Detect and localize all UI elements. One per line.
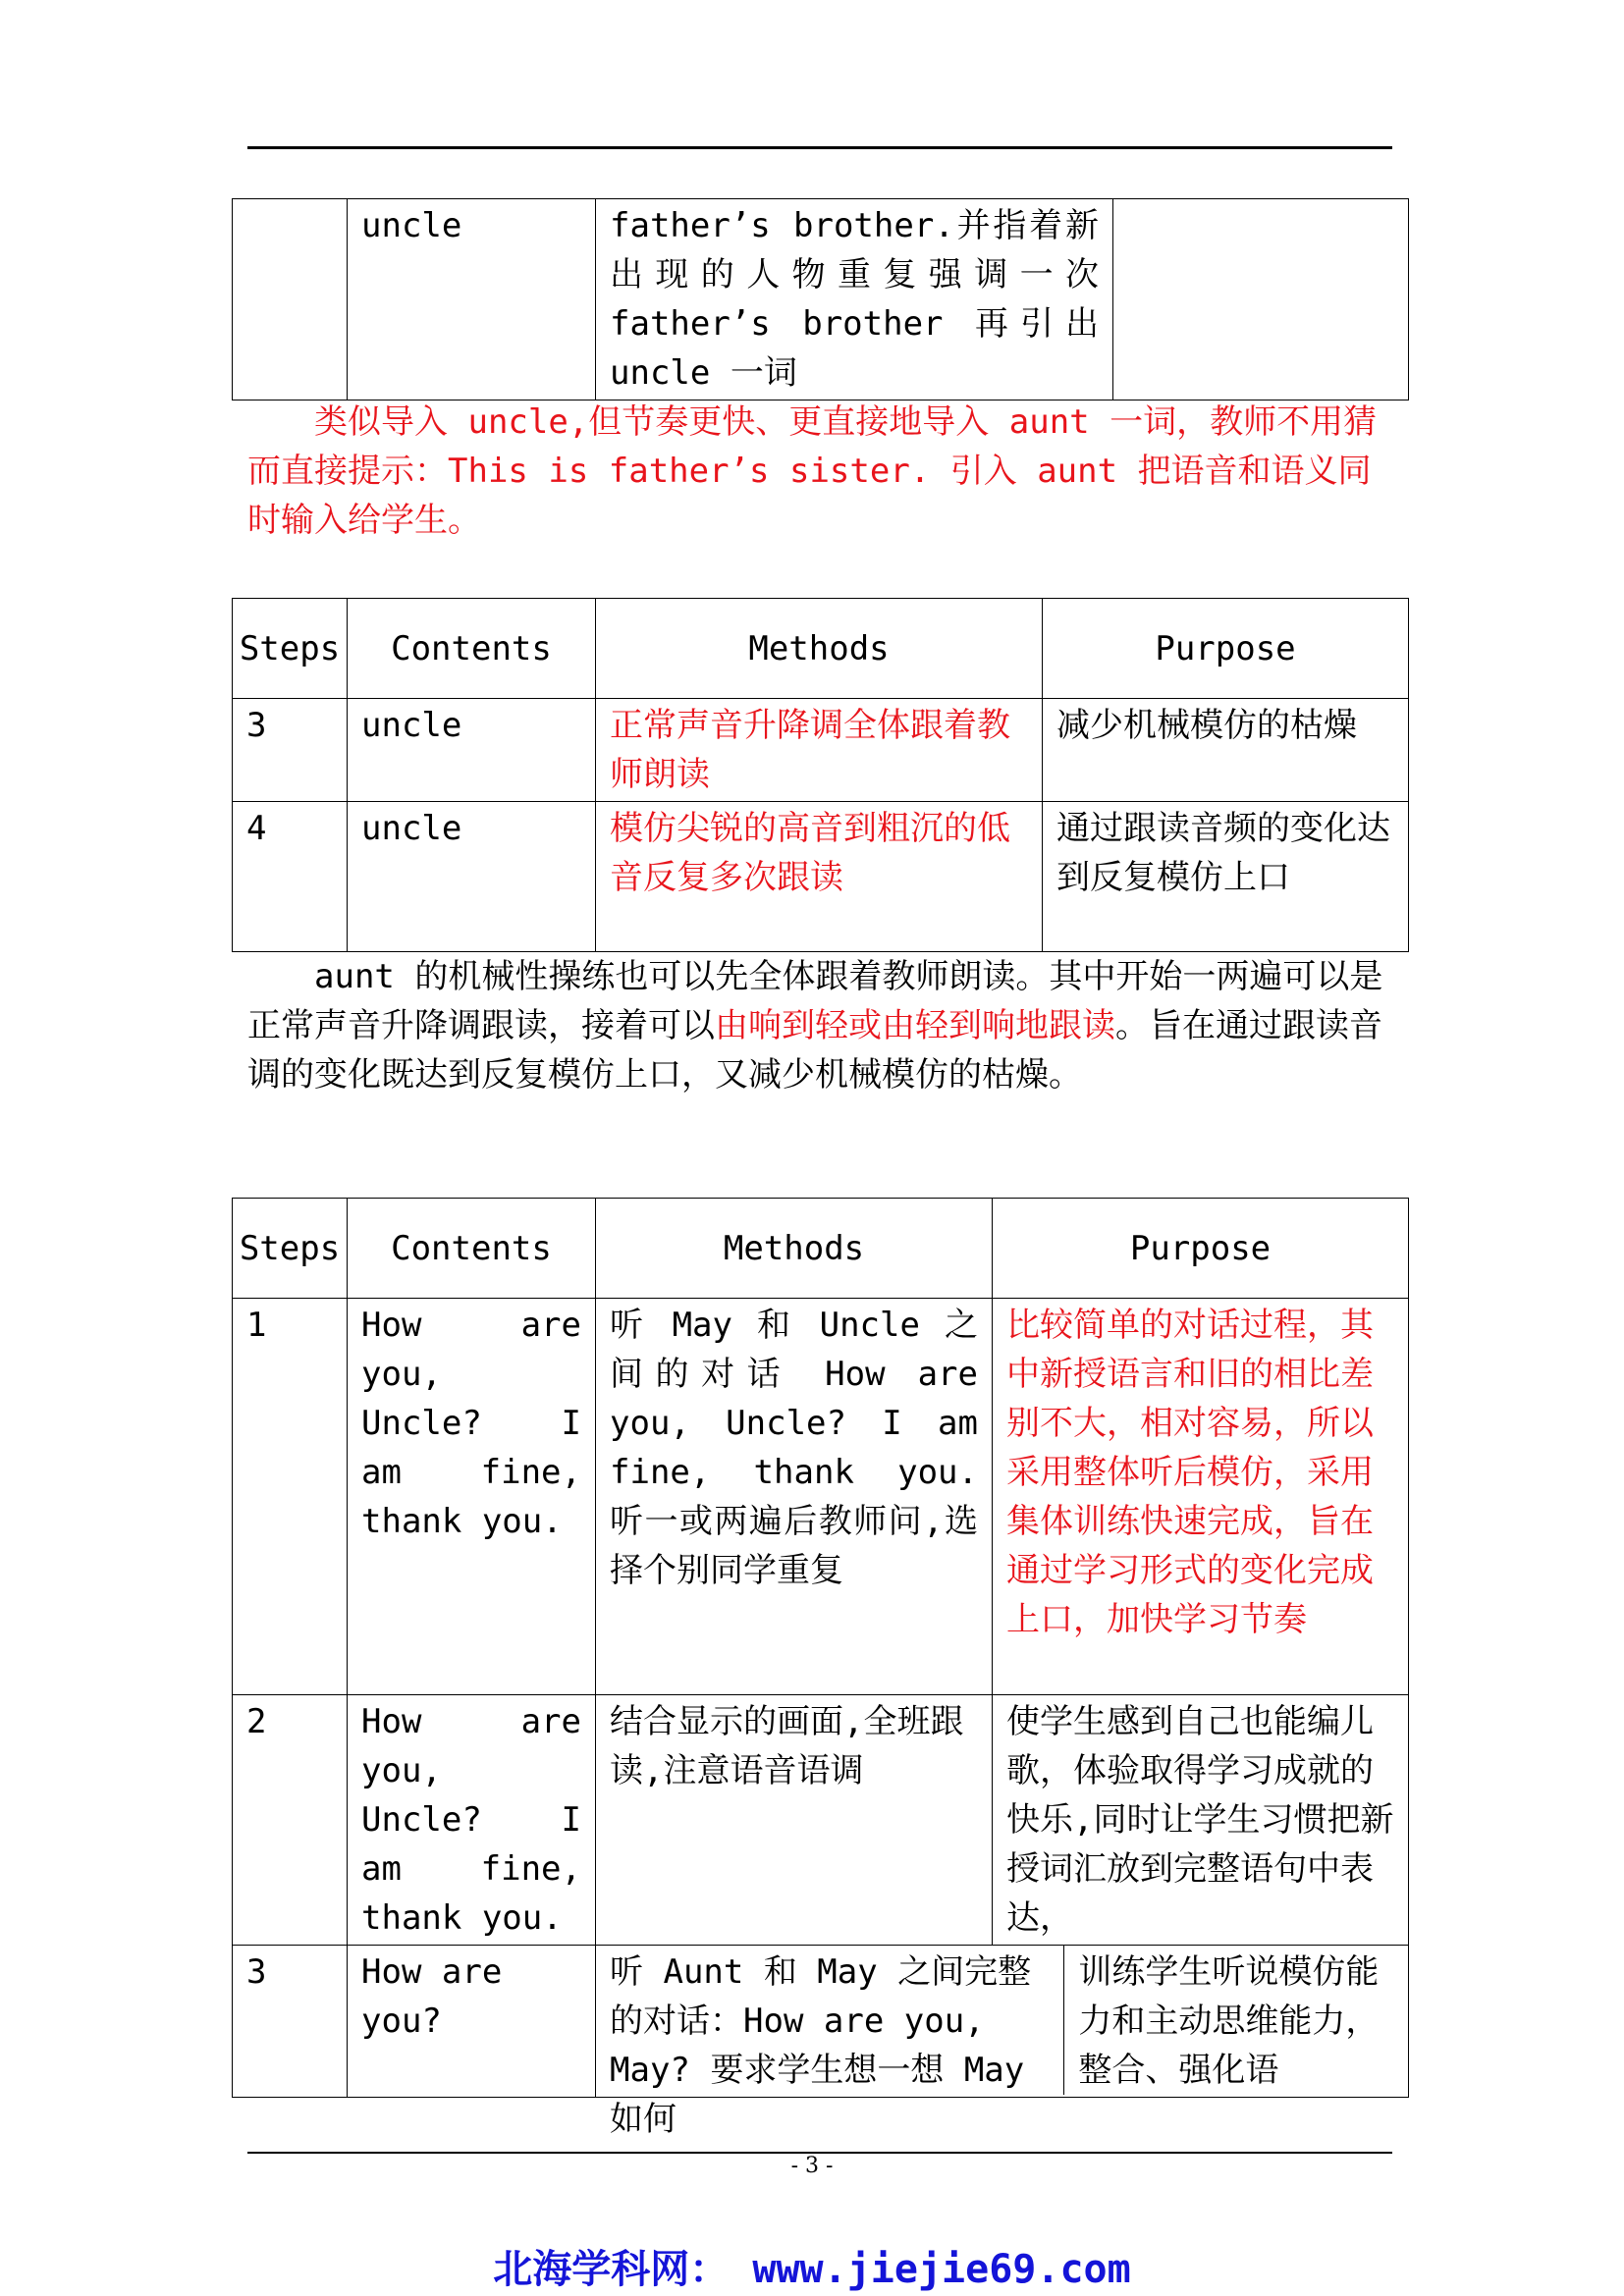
table-dialogue [232,1198,1409,2139]
cell-content: uncle [348,802,596,952]
cell-method: 正常声音升降调全体跟着教师朗读 [596,699,1043,802]
cell-purpose: 比较简单的对话过程，其中新授语言和旧的相比差别不大，相对容易，所以采用整体听后模仿，采用集体训练快速完成，旨在通过学习形式的变化完成上口，加快学习节奏 [993,1299,1409,1695]
paragraph-highlight: 由响到轻或由轻到响地跟读 [715,1006,1115,1045]
header-methods: Methods [596,1199,993,1299]
cell-method-purpose [596,1946,1409,2139]
cell-purpose: 使学生感到自己也能编儿歌，体验取得学习成就的快乐,同时让学生习惯把新授词汇放到完整语句中表达， [993,1695,1409,1946]
header-steps: Steps [233,599,348,699]
table-uncle-practice [232,598,1409,952]
cell-step: 1 [233,1299,348,1695]
cell-purpose: 减少机械模仿的枯燥 [1043,699,1409,802]
paragraph-text: 。旨在通过跟读音调的变化既达到反复模仿上口，又减少机械模仿的枯燥。 [247,1006,1382,1095]
table-row [233,802,1409,952]
cell-step: 3 [233,1946,348,2098]
table-header-row [233,599,1409,699]
table-header-row [233,1199,1409,1299]
cell-purpose [1113,199,1409,400]
header-contents: Contents [348,599,596,699]
header-contents: Contents [348,1199,596,1299]
cell-step: 2 [233,1695,348,1946]
cell-content: How are you? [348,1946,596,2098]
cell-purpose: 训练学生听说模仿能力和主动思维能力，整合、强化语 [1078,1952,1380,2090]
paragraph-text: aunt 的机械性操练也可以先全体跟着教师朗读。其中开始一两遍可以是正常声音升降调跟读，接着可以 [247,957,1383,1045]
cell-content: How are you, Uncle? I am fine, thank you. [348,1695,596,1946]
cell-method: 听 May 和 Uncle 之间的对话 How are you, Uncle? I am fine, thank you. 听一或两遍后教师问,选择个别同学重复 [596,1299,993,1695]
table-row [233,699,1409,802]
paragraph-aunt-intro: 类似导入 uncle,但节奏更快、更直接地导入 aunt 一词，教师不用猜而直接提示：This is father’s sister. 引入 aunt 把语音和语义同时输入给学生。 [247,402,1378,540]
table-row [233,1946,1409,2098]
cell-method: 听 Aunt 和 May 之间完整的对话：How are you, May? 要求学生想一想 May 如何 [596,1946,1064,2095]
cell-content: uncle [348,199,596,400]
page-number: - 3 - [790,2154,834,2178]
footer-watermark: 北海学科网： www.jiejie69.com [493,2247,1131,2292]
cell-step: 3 [233,699,348,802]
header-rule [247,146,1392,149]
cell-step [233,199,348,400]
cell-method: father’s brother.并指着新出现的人物重复强调一次 father’s brother 再引出 uncle 一词 [596,199,1113,400]
table-row [233,1695,1409,1946]
header-steps: Steps [233,1199,348,1299]
cell-content: uncle [348,699,596,802]
split-cell [596,1946,1408,2139]
table-row [233,199,1409,400]
cell-purpose: 通过跟读音频的变化达到反复模仿上口 [1043,802,1409,952]
cell-content: How are you, Uncle? I am fine, thank you. [348,1299,596,1695]
header-methods: Methods [596,599,1043,699]
header-purpose: Purpose [1043,599,1409,699]
paragraph-aunt-practice [247,952,1392,1099]
table-uncle-intro [232,198,1409,400]
cell-method: 结合显示的画面,全班跟读,注意语音语调 [596,1695,993,1946]
cell-step: 4 [233,802,348,952]
table-row [233,1299,1409,1695]
header-purpose: Purpose [993,1199,1409,1299]
cell-method: 模仿尖锐的高音到粗沉的低音反复多次跟读 [596,802,1043,952]
